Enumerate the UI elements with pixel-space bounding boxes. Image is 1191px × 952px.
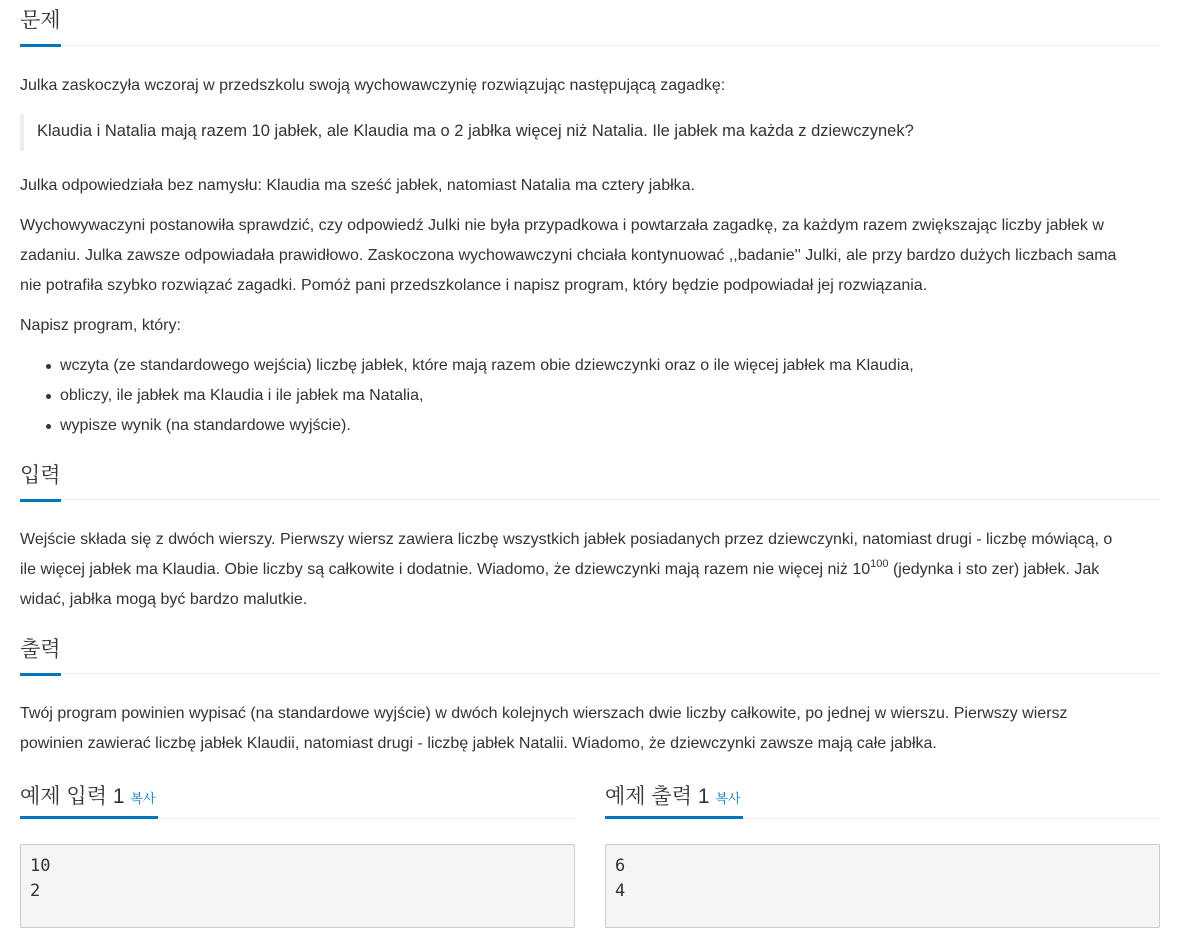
- input-description: [20, 525, 1160, 615]
- copy-sample-output-button[interactable]: 복사: [715, 791, 741, 806]
- problem-story-line: zadaniu. Julka zawsze odpowiadała prawidłowo. Zaskoczona wychowawczyni chciała kontynuować ,,badanie'' Julki, ale przy bardzo dużych liczbach sama: [20, 247, 1117, 264]
- problem-section-title: 문제: [20, 6, 61, 47]
- input-description-line: widać, jabłka mogą być bardzo malutkie.: [20, 591, 308, 608]
- list-item: obliczy, ile jabłek ma Klaudia i ile jabłek ma Natalia,: [60, 381, 1160, 411]
- sample-input-line: 10: [30, 856, 51, 876]
- problem-story-line: Wychowywaczyni postanowiła sprawdzić, czy odpowiedź Julki nie była przypadkowa i powtarzała zagadkę, za każdym razem zwiększając liczby jabłek w: [20, 217, 1104, 234]
- sample-input-line: 2: [30, 881, 41, 901]
- problem-intro: Julka zaskoczyła wczoraj w przedszkolu swoją wychowawczynię rozwiązując następującą zagadkę:: [20, 77, 726, 94]
- problem-story-line: nie potrafiła szybko rozwiązać zagadki. Pomóż pani przedszkolance i napisz program, który będzie podpowiadał jej rozwiązania.: [20, 277, 928, 294]
- sample-output-box[interactable]: [605, 844, 1160, 928]
- task-intro: Napisz program, który:: [20, 317, 181, 334]
- sample-input-title-wrap: [20, 782, 158, 819]
- copy-sample-input-button[interactable]: 복사: [130, 791, 156, 806]
- output-section-title: 출력: [20, 635, 61, 676]
- input-text-after: (jedynka i sto zer) jabłek. Jak: [888, 561, 1100, 578]
- problem-story: [20, 211, 1160, 301]
- output-description: [20, 699, 1160, 759]
- problem-section-header: [20, 6, 1160, 46]
- sample-output-line: 6: [615, 856, 626, 876]
- sample-output-title: 예제 출력 1: [605, 785, 710, 808]
- input-section-header: [20, 461, 1160, 500]
- input-description-line: [20, 555, 1160, 585]
- input-section-title: 입력: [20, 461, 61, 502]
- sample-input-header: [20, 778, 575, 819]
- input-description-line: Wejście składa się z dwóch wierszy. Pierwszy wiersz zawiera liczbę wszystkich jabłek posiadanych przez dziewczynki, natomiast drugi - liczbę mówiącą, o: [20, 531, 1113, 548]
- sample-output-header: [605, 778, 1160, 819]
- exponent: 100: [870, 558, 889, 570]
- sample-output-line: 4: [615, 881, 626, 901]
- output-description-line: powinien zawierać liczbę jabłek Klaudii, natomiast drugi - liczbę jabłek Natalii. Wiadomo, że dziewczynki zawsze mają całe jabłka.: [20, 735, 937, 752]
- sample-output-title-wrap: [605, 782, 743, 819]
- list-item: wczyta (ze standardowego wejścia) liczbę jabłek, które mają razem obie dziewczynki oraz o ile więcej jabłek ma Klaudia,: [60, 351, 1160, 381]
- input-text-before: ile więcej jabłek ma Klaudia. Obie liczby są całkowite i dodatnie. Wiadomo, że dziewczynki mają razem nie więcej niż 10: [20, 561, 871, 578]
- list-item: wypisze wynik (na standardowe wyjście).: [60, 411, 1160, 441]
- output-description-line: Twój program powinien wypisać (na standardowe wyjście) w dwóch kolejnych wierszach dwie liczby całkowite, po jednej w wierszu. Pierwszy wiersz: [20, 705, 1068, 722]
- output-section-header: [20, 635, 1160, 674]
- sample-input-title: 예제 입력 1: [20, 785, 125, 808]
- task-list: [20, 351, 1160, 441]
- sample-input-box[interactable]: [20, 844, 575, 928]
- problem-quote: Klaudia i Natalia mają razem 10 jabłek, ale Klaudia ma o 2 jabłka więcej niż Natalia. Ile jabłek ma każda z dziewczynek?: [20, 114, 1160, 151]
- problem-answer: Julka odpowiedziała bez namysłu: Klaudia ma sześć jabłek, natomiast Natalia ma cztery jabłka.: [20, 177, 695, 194]
